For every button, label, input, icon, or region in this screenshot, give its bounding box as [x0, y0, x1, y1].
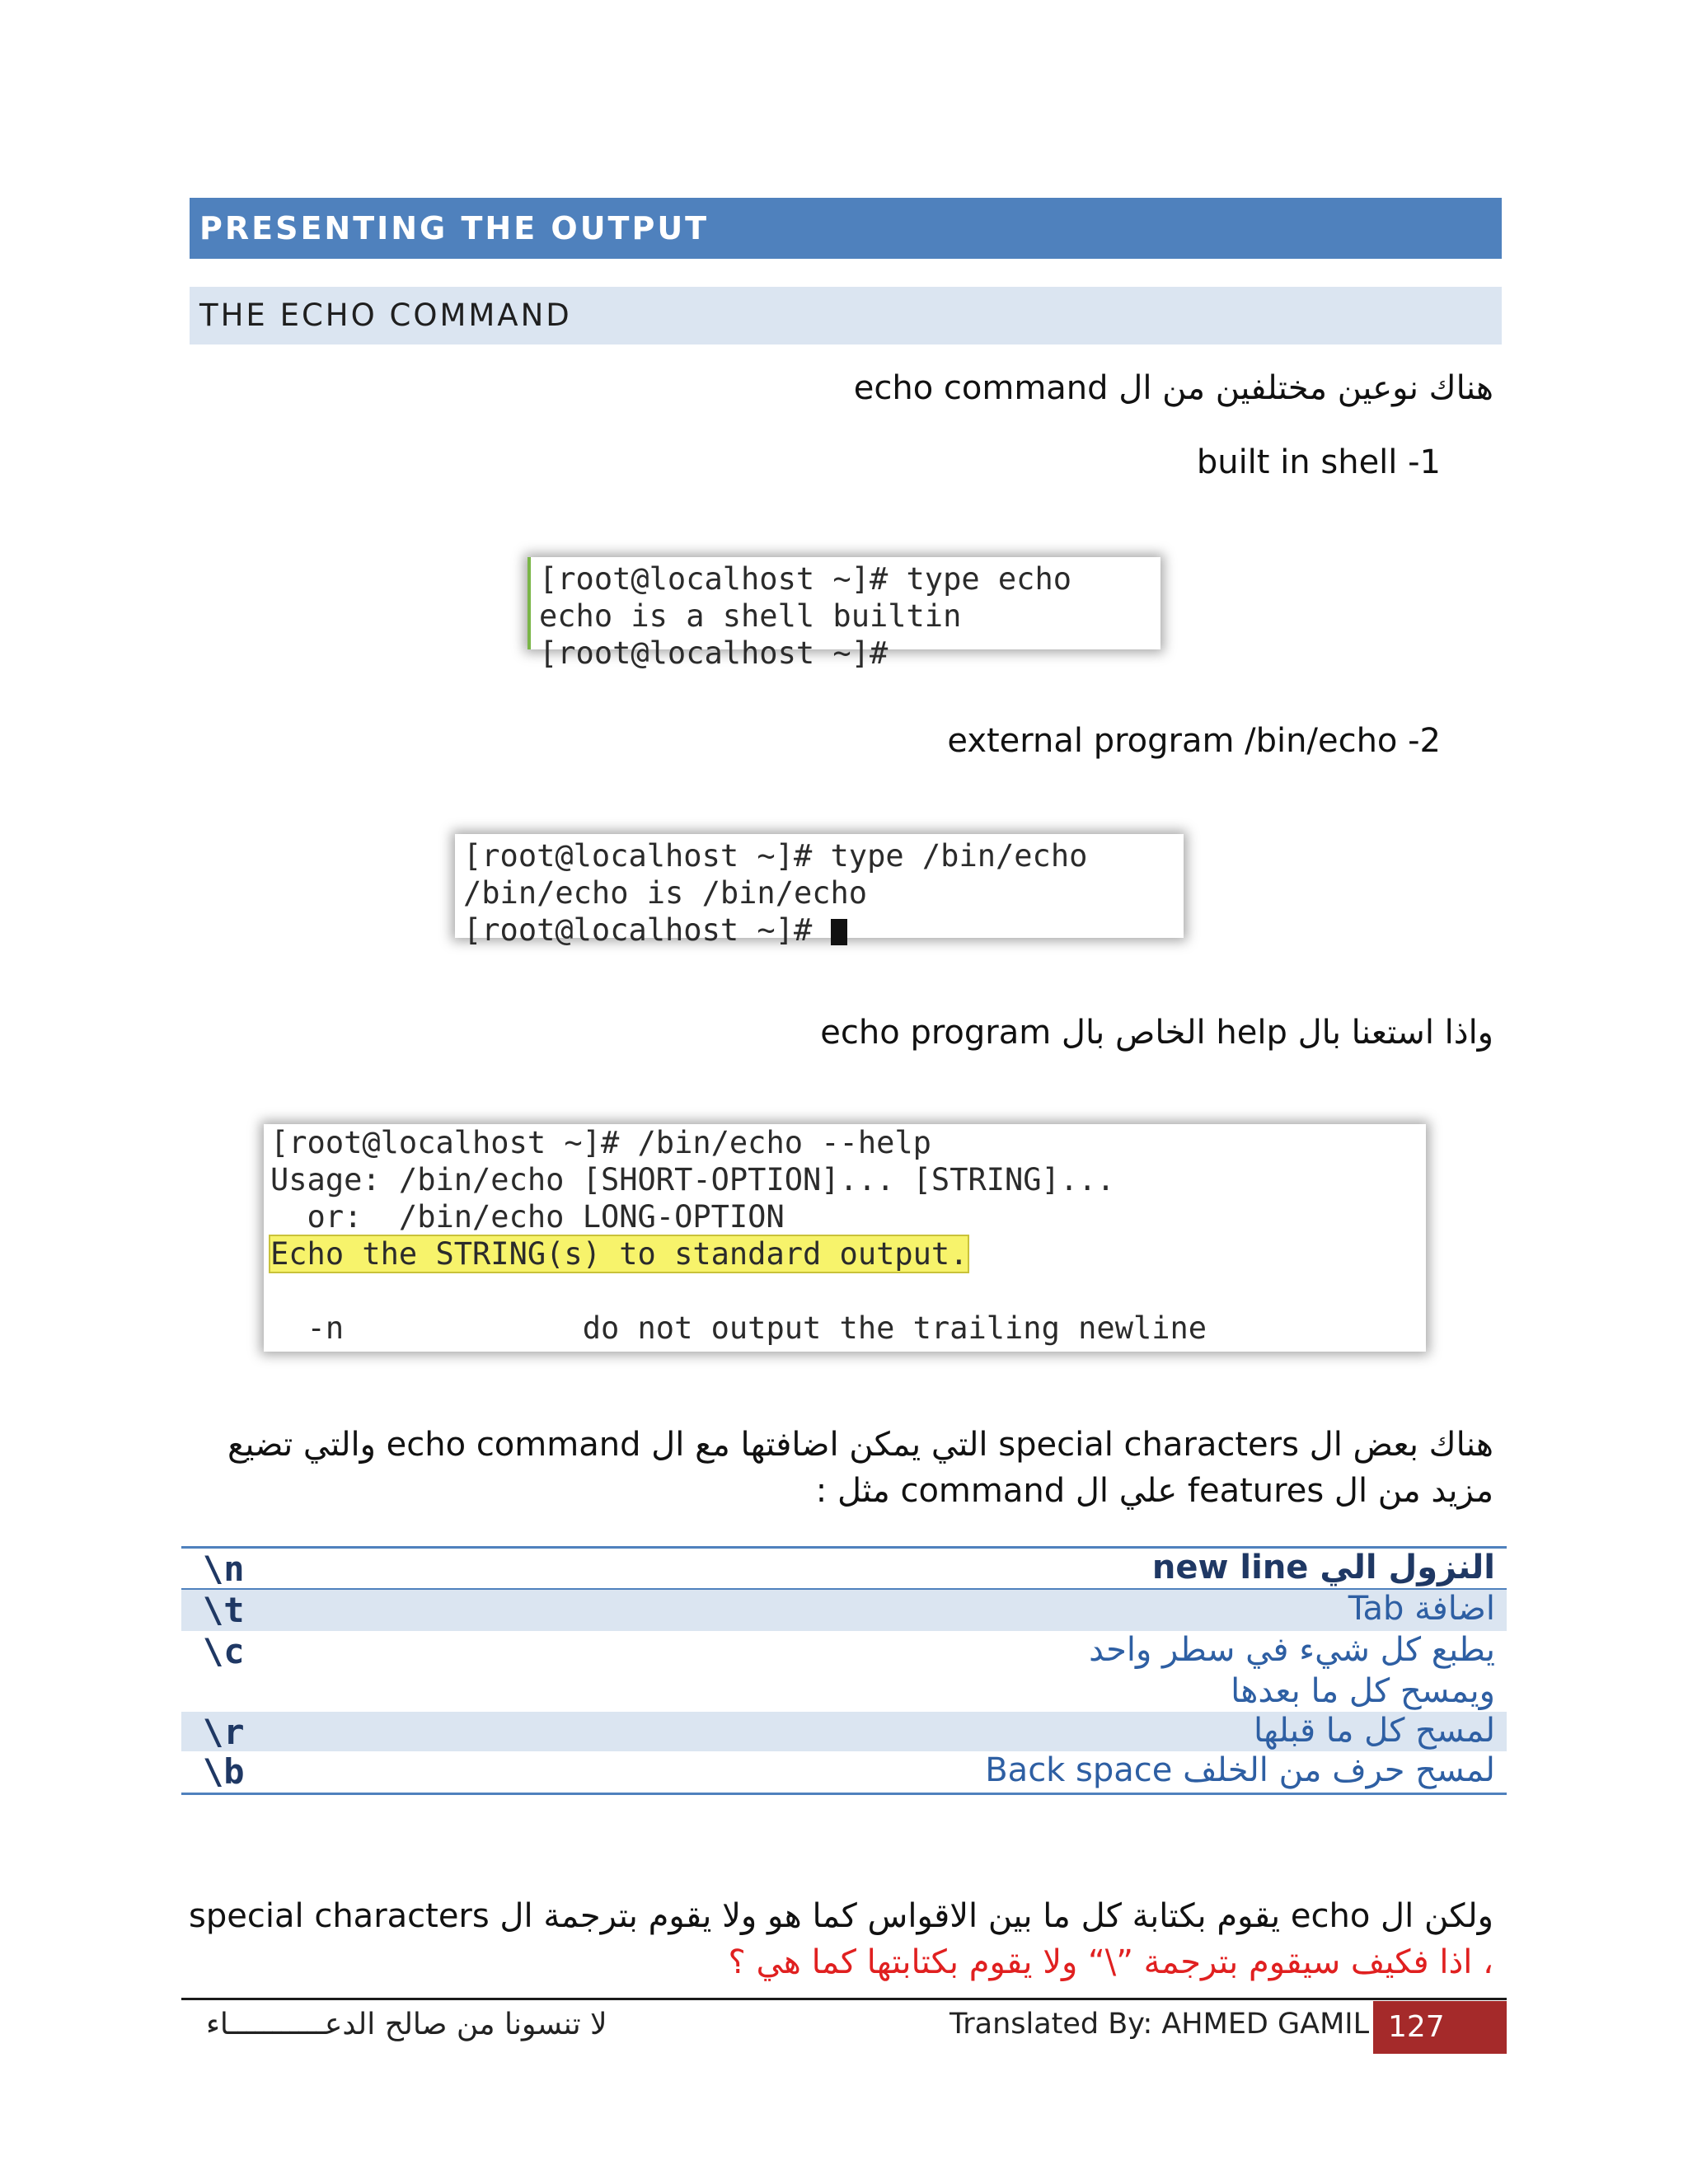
highlighted-text: Echo the STRING(s) to standard output.: [270, 1236, 968, 1272]
escape-key: \n: [203, 1549, 245, 1589]
footer-translated-by: Translated By: AHMED GAMIL: [950, 2008, 1370, 2041]
terminal-line: [root@localhost ~]#: [539, 635, 889, 671]
table-row: [181, 1712, 1507, 1751]
section-heading: PRESENTING THE OUTPUT: [190, 198, 1502, 259]
intro-line: هناك نوعين مختلفين من ال echo command: [853, 369, 1493, 407]
terminal-line: -n do not output the trailing newline: [270, 1310, 1207, 1346]
but-line: ولكن ال echo يقوم بكتابة كل ما بين الاقواس كما هو ولا يقوم بترجمة ال special characters: [189, 1897, 1493, 1935]
terminal-line: [270, 1272, 1419, 1310]
terminal-screenshot-builtin: [528, 557, 1160, 671]
help-line: واذا استعنا بال help الخاص بال echo program: [820, 1014, 1493, 1052]
escape-key: \c: [203, 1631, 245, 1671]
terminal-line: [root@localhost ~]# type echo: [539, 561, 1072, 597]
terminal-line: [root@localhost ~]# type /bin/echo: [463, 838, 1088, 874]
terminal-screenshot-external: [455, 834, 1184, 948]
terminal-line: [463, 912, 1175, 949]
table-row: [181, 1631, 1507, 1712]
terminal-screenshot-help: [264, 1124, 1426, 1352]
terminal-line: [root@localhost ~]# /bin/echo --help: [270, 1125, 931, 1160]
terminal-cursor-icon: [831, 919, 847, 945]
type2-label: external program /bin/echo -2: [947, 722, 1441, 760]
escape-description-continued: ويمسح كل ما بعدها: [1231, 1672, 1495, 1710]
terminal-prompt: [root@localhost ~]#: [463, 912, 831, 948]
table-row: [181, 1751, 1507, 1793]
escape-key: \t: [203, 1590, 245, 1630]
footer-rule: [181, 1998, 1507, 2000]
terminal-line: or: /bin/echo LONG-OPTION: [270, 1199, 785, 1235]
terminal-line: echo is a shell builtin: [539, 598, 962, 634]
special-para-line2: مزيد من ال features علي ال command مثل :: [815, 1472, 1493, 1510]
escape-key: \b: [203, 1751, 245, 1792]
escape-description: لمسح حرف من الخلف Back space: [985, 1751, 1495, 1789]
escape-description: يطبع كل شيء في سطر واحد: [1089, 1631, 1495, 1669]
type1-label: built in shell -1: [1196, 443, 1441, 481]
escape-key: \r: [203, 1712, 245, 1752]
footer-dua-text: لا تنسونا من صالح الدعـــــــــــاء: [206, 2008, 607, 2041]
special-characters-table: [181, 1546, 1507, 1795]
table-row: [181, 1549, 1507, 1588]
page-number: 127: [1373, 2001, 1507, 2054]
escape-description: اضافة Tab: [1348, 1590, 1495, 1628]
table-row: [181, 1590, 1507, 1631]
terminal-line: /bin/echo is /bin/echo: [463, 875, 868, 911]
special-para-line1: هناك بعض ال special characters التي يمكن اضافتها مع ال echo command والتي تضيع: [227, 1426, 1493, 1464]
escape-description: النزول الي new line: [1151, 1549, 1495, 1586]
escape-description: لمسح كل ما قبلها: [1254, 1712, 1495, 1750]
subsection-heading: THE ECHO COMMAND: [190, 287, 1502, 344]
terminal-line: Usage: /bin/echo [SHORT-OPTION]... [STRING]...: [270, 1162, 1115, 1197]
terminal-line-highlighted: [270, 1235, 1419, 1272]
table-bottom-rule: [181, 1793, 1507, 1795]
question-line: ، اذا فكيف سيقوم بترجمة ”\“ ولا يقوم بكتابتها كما هي ؟: [728, 1943, 1493, 1981]
